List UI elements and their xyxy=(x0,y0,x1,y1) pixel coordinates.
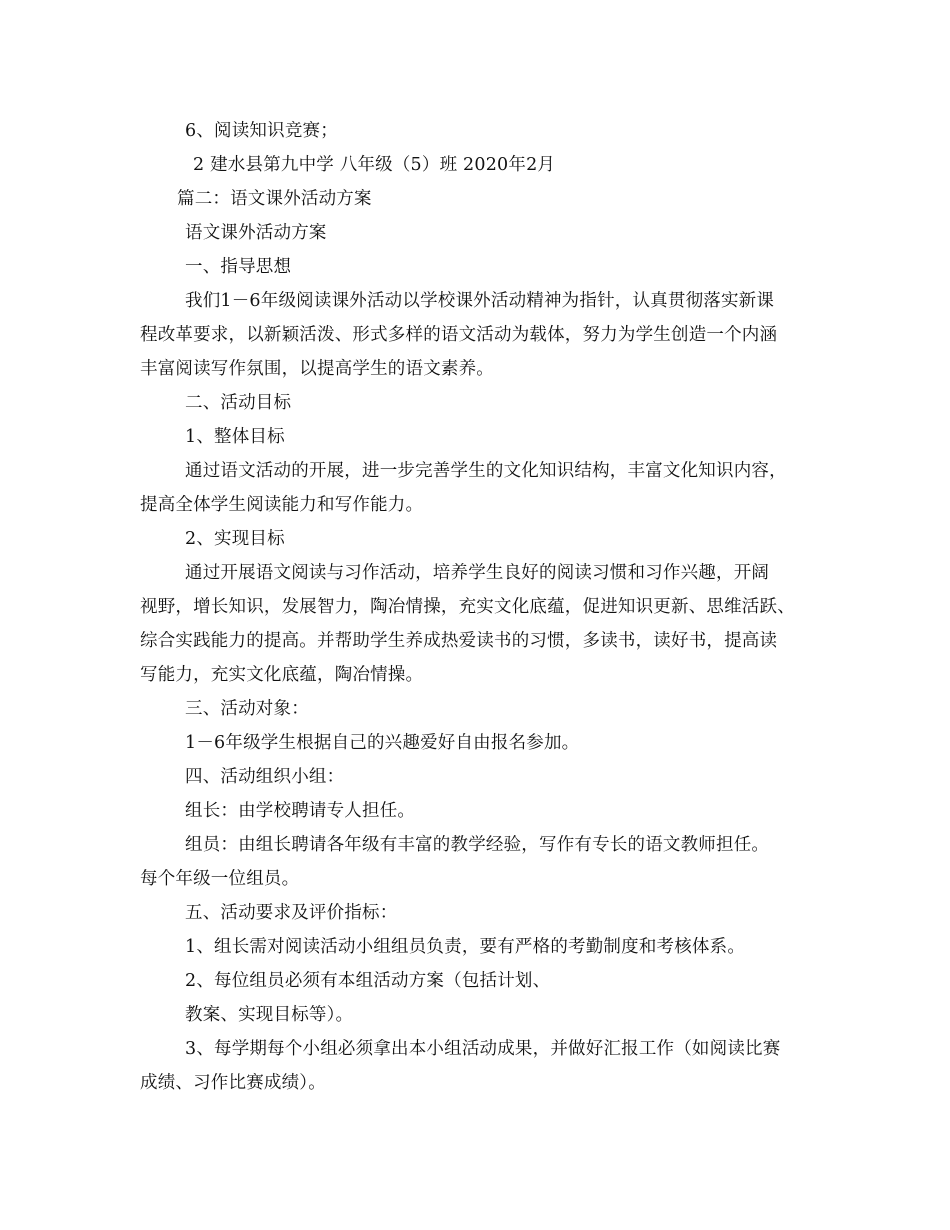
paragraph-line: 通过语文活动的开展，进一步完善学生的文化知识结构，丰富文化知识内容， xyxy=(185,461,787,481)
paragraph-line: 通过开展语文阅读与习作活动，培养学生良好的阅读习惯和习作兴趣，开阔 xyxy=(185,563,770,583)
paragraph-line: 1、组长需对阅读活动小组组员负责，要有严格的考勤制度和考核体系。 xyxy=(185,937,746,957)
subsection-heading: 1、整体目标 xyxy=(185,427,285,447)
subsection-heading: 2、实现目标 xyxy=(185,529,285,549)
paragraph-line: 提高全体学生阅读能力和写作能力。 xyxy=(140,495,424,515)
section-heading: 四、活动组织小组： xyxy=(185,767,345,787)
section-heading: 五、活动要求及评价指标： xyxy=(185,903,398,923)
paragraph-line: 1－6年级学生根据自己的兴趣爱好自由报名参加。 xyxy=(185,733,580,753)
section-heading: 三、活动对象： xyxy=(185,699,309,719)
paragraph-line: 综合实践能力的提高。并帮助学生养成热爱读书的习惯，多读书，读好书，提高读 xyxy=(140,631,778,651)
paragraph-line: 视野，增长知识，发展智力，陶冶情操，充实文化底蕴，促进知识更新、思维活跃、 xyxy=(140,597,795,617)
paragraph-line: 写能力，充实文化底蕴，陶冶情操。 xyxy=(140,665,424,685)
paragraph-line: 成绩、习作比赛成绩）。 xyxy=(140,1073,326,1093)
section-heading: 篇二：语文课外活动方案 xyxy=(177,189,372,209)
section-heading: 一、指导思想 xyxy=(185,257,292,277)
paragraph-line: 组长：由学校聘请专人担任。 xyxy=(185,801,416,821)
section-heading: 二、活动目标 xyxy=(185,393,292,413)
paragraph-line: 2、每位组员必须有本组活动方案（包括计划、 xyxy=(185,971,551,991)
text-line: 2 建水县第九中学 八年级（5）班 2020年2月 xyxy=(193,155,556,175)
paragraph-line: 我们1－6年级阅读课外活动以学校课外活动精神为指针，认真贯彻落实新课 xyxy=(185,291,775,311)
paragraph-line: 程改革要求，以新颖活泼、形式多样的语文活动为载体，努力为学生创造一个内涵 xyxy=(140,325,778,345)
paragraph-line: 3、每学期每个小组必须拿出本小组活动成果，并做好汇报工作（如阅读比赛 xyxy=(185,1039,781,1059)
text-line: 6、阅读知识竞赛； xyxy=(185,121,338,141)
paragraph-line: 组员：由组长聘请各年级有丰富的教学经验，写作有专长的语文教师担任。 xyxy=(185,835,770,855)
paragraph-line: 丰富阅读写作氛围，以提高学生的语文素养。 xyxy=(140,359,494,379)
document-title: 语文课外活动方案 xyxy=(185,223,327,243)
paragraph-line: 每个年级一位组员。 xyxy=(140,869,300,889)
paragraph-line: 教案、实现目标等）。 xyxy=(185,1005,354,1025)
